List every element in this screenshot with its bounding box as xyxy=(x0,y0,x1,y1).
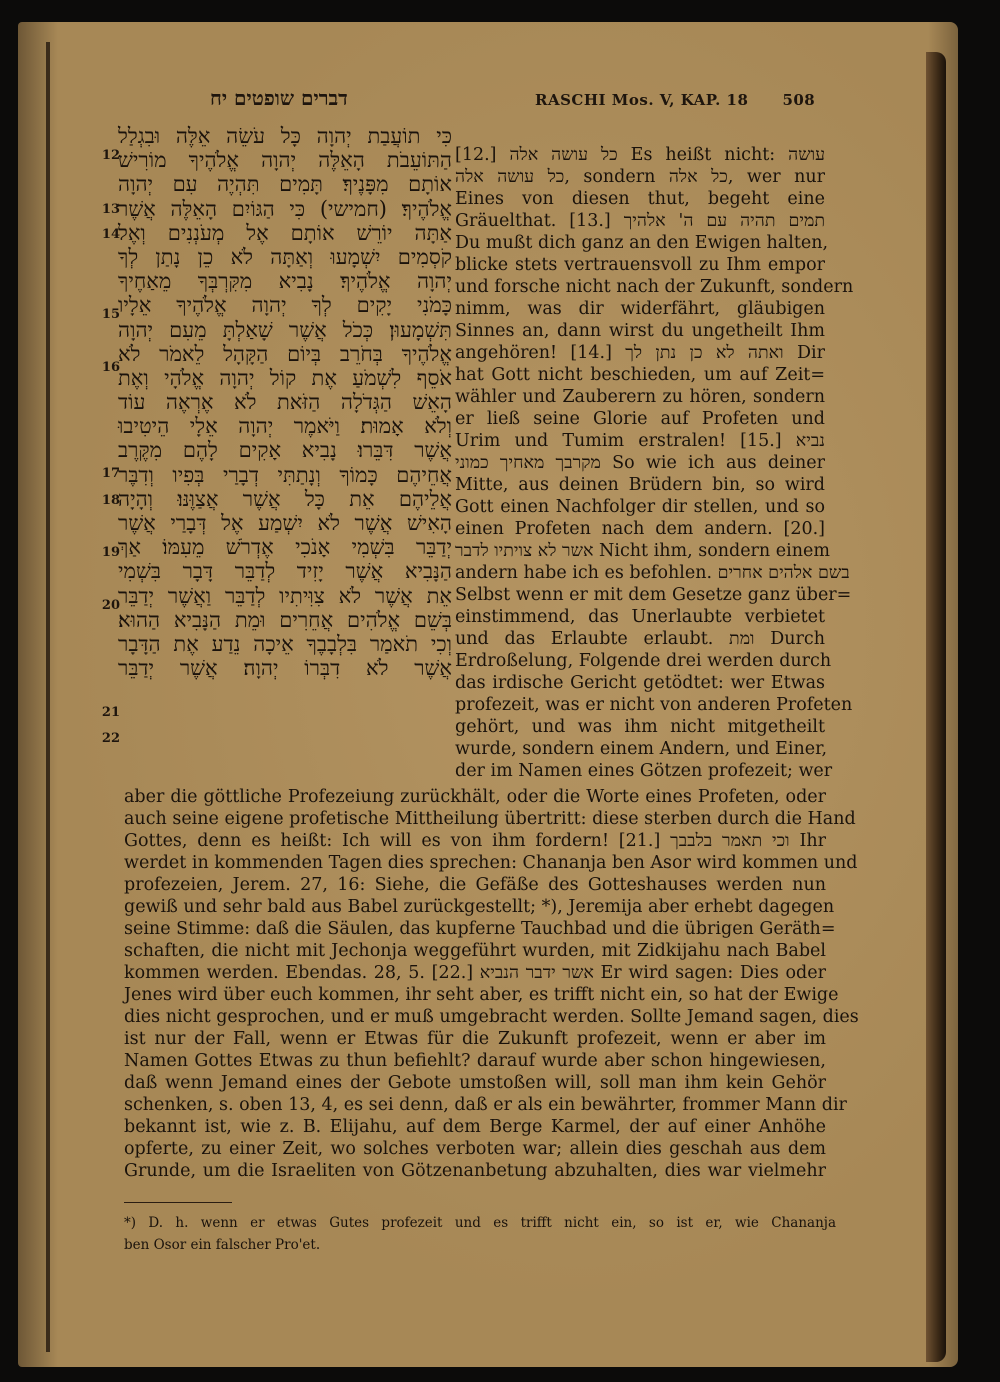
commentary-line: seine Stimme: daß die Säulen, das kupferne Tauchbad und die übrigen Geräth= xyxy=(124,919,836,939)
hebrew-line: אֲחֵיהֶם כָּמוֹךָ וְנָתַתִּי דְבָרַי בְּפִיו וְדִבֶּר xyxy=(118,462,452,487)
hebrew-line: אֱלֹהֶיךָ׃ (חמישי) כִּי הַגּוֹיִם הָאֵלֶּה אֲשֶׁר xyxy=(118,196,452,221)
hebrew-line: וְכִי תֹאמַר בִּלְבָבֶךָ אֵיכָה נֵדַע אֶת הַדָּבָר xyxy=(118,631,452,656)
hebrew-line: תִּשְׁמָעוּן׃ כְּכֹל אֲשֶׁר שָׁאַלְתָּ מֵעִם יְהוָה xyxy=(118,317,452,342)
verse-number: 20 xyxy=(101,598,120,613)
commentary-line: schenken, s. oben 13, 4, es sei denn, daß er als ein bewährter, frommer Mann dir xyxy=(124,1095,847,1115)
commentary-line: auch seine eigene profetische Mittheilung übertritt: diese sterben durch die Hand xyxy=(124,809,856,829)
commentary-line: einstimmend, das Unerlaubte verbietet xyxy=(455,607,825,627)
running-head-german xyxy=(535,91,815,109)
verse-number: 12 xyxy=(101,148,120,163)
commentary-line: opferte, zu einer Zeit, wo solches verboten war; allein dies geschah aus dem xyxy=(124,1139,826,1159)
commentary-line: gewiß und sehr bald aus Babel zurückgestellt; *), Jeremija aber erhebt dagegen xyxy=(124,897,835,917)
commentary-line: aber die göttliche Profezeiung zurückhält, oder die Worte eines Profeten, oder xyxy=(124,787,826,807)
commentary-line: gehört, und was ihm nicht mitgetheilt xyxy=(455,717,825,737)
commentary-line: profezeien, Jerem. 27, 16: Siehe, die Gefäße des Gotteshauses werden nun xyxy=(124,875,826,895)
hebrew-line: וְלֹא אָמוּת׃ וַיֹּאמֶר יְהוָה אֵלָי הֵיטִיבוּ xyxy=(118,414,452,439)
hebrew-line: קֹסְמִים יִשְׁמָעוּ וְאַתָּה לֹא כֵן נָתַן לְךָ xyxy=(118,244,452,269)
commentary-line: dies nicht gesprochen, und er muß umgebracht werden. Sollte Jemand sagen, dies xyxy=(124,1007,859,1027)
hebrew-line: אֵת אֲשֶׁר לֹא צִוִּיתִיו לְדַבֵּר וַאֲשֶׁר יְדַבֵּר xyxy=(118,583,452,608)
commentary-line: Mitte, aus deinen Brüdern bin, so wird xyxy=(455,475,825,495)
verse-number: 22 xyxy=(101,731,120,746)
commentary-line: מקרבך מאחיך כמוני So wie ich aus deiner xyxy=(455,453,825,473)
hebrew-line: הַתּוֹעֵבֹת הָאֵלֶּה יְהוָה אֱלֹהֶיךָ מוֹרִישׁ xyxy=(118,148,452,173)
commentary-line: אשר לא צויתיו לדבר Nicht ihm, sondern einem xyxy=(455,541,830,561)
commentary-line: bekannt ist, wie z. B. Elijahu, auf dem Berge Karmel, der auf einer Anhöhe xyxy=(124,1117,826,1137)
commentary-line: Grunde, um die Israeliten von Götzenanbetung abzuhalten, dies war vielmehr xyxy=(124,1161,826,1181)
commentary-line: der im Namen eines Götzen profezeit; wer xyxy=(455,761,833,781)
hebrew-line: הָאֵשׁ הַגְּדֹלָה הַזֹּאת לֹא אֶרְאֶה עוֹד xyxy=(118,390,452,415)
commentary-line: Erdroßelung, Folgende drei werden durch xyxy=(455,651,832,671)
commentary-line: daß wenn Jemand eines der Gebote umstoßen will, soll man ihm kein Gehör xyxy=(124,1073,826,1093)
verse-number: 21 xyxy=(101,705,120,720)
commentary-line: und das Erlaubte erlaubt. ומת Durch xyxy=(455,629,825,649)
running-head-title: RASCHI Mos. V, KAP. 18 xyxy=(535,91,749,109)
commentary-line: und forsche nicht nach der Zukunft, sondern xyxy=(455,277,854,297)
commentary-line: [12.] כל עושה אלה Es heißt nicht: עושה xyxy=(455,145,825,165)
commentary-column xyxy=(455,144,854,782)
commentary-line: Selbst wenn er mit dem Gesetze ganz über= xyxy=(455,585,852,605)
footnote-line: ben Osor ein falscher Pro'et. xyxy=(124,1237,321,1253)
footnote-line: *) D. h. wenn er etwas Gutes profezeit und es trifft nicht ein, so ist er, wie Chananja xyxy=(124,1215,836,1231)
binding-gutter xyxy=(46,42,50,1352)
hebrew-line: אֲשֶׁר דִּבֵּרוּ׃ נָבִיא אָקִים לָהֶם מִקֶּרֶב xyxy=(118,438,452,463)
page-number: 508 xyxy=(782,91,816,109)
commentary-line: einen Profeten nach dem andern. [20.] xyxy=(455,519,825,539)
commentary-line: angehören! [14.] ואתה לא כן נתן לך Dir xyxy=(455,343,825,363)
commentary-line: Sinnes an, dann wirst du ungetheilt Ihm xyxy=(455,321,825,341)
hebrew-line: הַנָּבִיא אֲשֶׁר יָזִיד לְדַבֵּר דָּבָר בִּשְׁמִי xyxy=(118,559,452,584)
verse-number: 17 xyxy=(101,466,120,481)
commentary-line: wähler und Zauberern zu hören, sondern xyxy=(455,387,825,407)
hebrew-line: יְדַבֵּר בִּשְׁמִי אָנֹכִי אֶדְרֹשׁ מֵעִמּוֹ׃ אַךְ xyxy=(118,535,452,560)
hebrew-line: כָּמֹנִי יָקִים לְךָ יְהוָה אֱלֹהֶיךָ אֵלָיו xyxy=(118,293,452,318)
commentary-line: Eines von diesen thut, begeht eine xyxy=(455,189,825,209)
footnote xyxy=(124,1212,836,1256)
footnote-rule xyxy=(124,1202,232,1203)
running-head-hebrew: דברים שופטים יח xyxy=(210,86,348,110)
hebrew-line: אוֹתָם מִפָּנֶיךָ׃ תָּמִים תִּהְיֶה עִם יְהוָה xyxy=(118,172,452,197)
commentary-line: ist nur der Fall, wenn er Etwas für die Zukunft profezeit, wenn er aber im xyxy=(124,1029,826,1049)
hebrew-line: אֲלֵיהֶם אֵת כָּל אֲשֶׁר אֲצַוֶּנּוּ׃ וְהָיָה xyxy=(118,486,452,511)
hebrew-line: אֹסֵף לִשְׁמֹעַ אֶת קוֹל יְהוָה אֱלֹהָי וְאֶת xyxy=(118,365,452,390)
commentary-line: andern habe ich es befohlen. בשם אלהים אחרים xyxy=(455,563,850,583)
verse-number: 16 xyxy=(101,360,120,375)
commentary-line: Gott einen Nachfolger dir stellen, und so xyxy=(455,497,825,517)
verse-number: 19 xyxy=(101,545,120,560)
commentary-line: wurde, sondern einem Andern, und Einer, xyxy=(455,739,828,759)
commentary-line: schaften, die nicht mit Jechonja weggeführt wurden, mit Zidkijahu nach Babel xyxy=(124,941,826,961)
commentary-line: profezeit, was er nicht von anderen Profeten xyxy=(455,695,853,715)
hebrew-text-column xyxy=(118,124,452,764)
commentary-line: Namen Gottes Etwas zu thun befiehlt? darauf wurde aber schon hingewiesen, xyxy=(124,1051,826,1071)
verse-number: 18 xyxy=(101,493,120,508)
commentary-line: kommen werden. Ebendas. 28, 5. [22.] אשר ידבר הנביא Er wird sagen: Dies oder xyxy=(124,963,826,983)
commentary-line: werdet in kommenden Tagen dies sprechen: Chananja ben Asor wird kommen und xyxy=(124,853,858,873)
commentary-line: Gottes, denn es heißt: Ich will es von ihm fordern! [21.] וכי תאמר בלבבך Ihr xyxy=(124,831,826,851)
hebrew-line: יְהוָה אֱלֹהֶיךָ׃ נָבִיא מִקִּרְבְּךָ מֵאַחֶיךָ xyxy=(118,269,452,294)
commentary-full-width xyxy=(124,786,859,1182)
commentary-line: Gräuelthat. [13.] תמים תהיה עם ה' אלהיך xyxy=(455,211,825,231)
hebrew-line: בְּשֵׁם אֱלֹהִים אֲחֵרִים וּמֵת הַנָּבִיא הַהוּא׃ xyxy=(118,607,452,632)
verse-number: 13 xyxy=(101,202,120,217)
commentary-line: כל עושה אלה, sondern כל אלה, wer nur xyxy=(455,167,826,187)
hebrew-line: הָאִישׁ אֲשֶׁר לֹא יִשְׁמַע אֶל דְּבָרַי אֲשֶׁר xyxy=(118,511,452,535)
hebrew-line: אֲשֶׁר לֹא דִבְּרוֹ יְהוָה׃ אֲשֶׁר יְדַבֵּר xyxy=(118,656,452,681)
commentary-line: blicke stets vertrauensvoll zu Ihm empor xyxy=(455,255,825,275)
verse-number: 15 xyxy=(101,307,120,322)
hebrew-line: אַתָּה יוֹרֵשׁ אוֹתָם אֶל מְעֹנְנִים וְאֶל xyxy=(118,220,452,245)
commentary-line: nimm, was dir widerfährt, gläubigen xyxy=(455,299,825,319)
commentary-line: das irdische Gericht getödtet: wer Etwas xyxy=(455,673,825,693)
commentary-line: Du mußt dich ganz an den Ewigen halten, xyxy=(455,233,829,253)
hebrew-line: אֱלֹהֶיךָ בְּחֹרֵב בְּיוֹם הַקָּהָל לֵאמֹר לֹא xyxy=(118,341,452,366)
verse-number: 14 xyxy=(101,227,120,242)
commentary-line: er ließ seine Glorie auf Profeten und xyxy=(455,409,825,429)
page-edge xyxy=(926,52,946,1362)
commentary-line: Jenes wird über euch kommen, ihr seht aber, es trifft nicht ein, so hat der Ewige xyxy=(124,985,839,1005)
hebrew-line: כִּי תוֹעֲבַת יְהוָה כָּל עֹשֵׂה אֵלֶּה וּבִגְלַל xyxy=(118,124,452,148)
commentary-line: hat Gott nicht beschieden, um auf Zeit= xyxy=(455,365,825,385)
commentary-line: Urim und Tumim erstralen! [15.] נביא xyxy=(455,431,825,451)
